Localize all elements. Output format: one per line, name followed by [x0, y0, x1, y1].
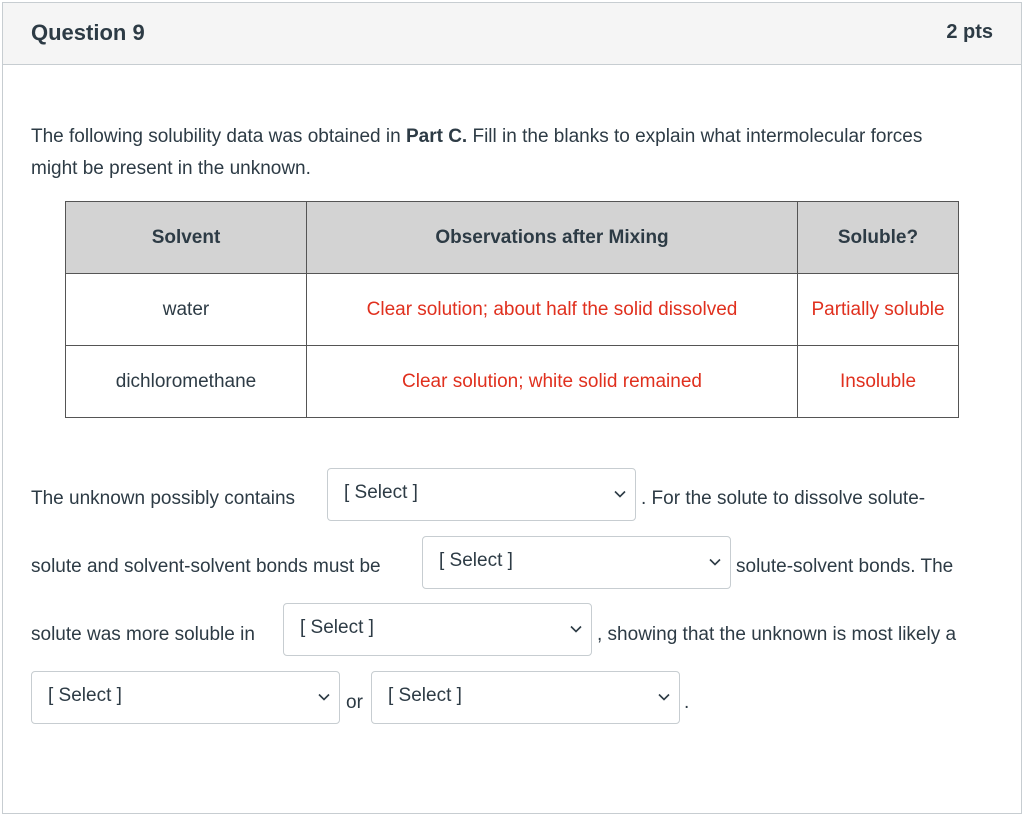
question-title: Question 9 [31, 20, 145, 45]
table-row [66, 346, 959, 418]
sentence-text: The unknown possibly contains [31, 488, 296, 509]
table-cell: dichloromethane [66, 346, 307, 418]
dropdown-select-1[interactable] [327, 468, 636, 521]
sentence-text: solute-solvent bonds. The [736, 556, 954, 577]
question-points: 2 pts [946, 21, 993, 43]
dropdown-select-4[interactable] [31, 671, 340, 724]
table-cell: Clear solution; about half the solid dissolved [307, 274, 798, 346]
dropdown-value: [ Select ] [388, 685, 462, 706]
dropdown-select-3[interactable] [283, 603, 592, 656]
intro-bold: Part C. [405, 126, 468, 147]
dropdown-select-2[interactable] [422, 536, 731, 589]
table-cell: water [66, 274, 307, 346]
chevron-down-icon [317, 690, 331, 704]
chevron-down-icon [657, 690, 671, 704]
question-card [2, 2, 1022, 814]
table-header-row [66, 202, 959, 274]
question-intro [31, 121, 971, 185]
dropdown-value: [ Select ] [300, 617, 374, 638]
question-header [3, 3, 1021, 65]
intro-text: The following solubility data was obtained in [31, 126, 406, 147]
table-header: Soluble? [798, 202, 959, 274]
table-cell: Partially soluble [798, 274, 959, 346]
sentence-text: or [346, 692, 363, 713]
dropdown-value: [ Select ] [439, 550, 513, 571]
table-cell: Clear solution; white solid remained [307, 346, 798, 418]
sentence-text: , showing that the unknown is most likely a [597, 624, 957, 645]
sentence-text: . [684, 692, 690, 713]
solubility-table [65, 201, 959, 418]
table-row [66, 274, 959, 346]
chevron-down-icon [613, 487, 627, 501]
intro-text-2: Fill in the blanks to explain what intermolecular forces might be present in the unknown. [31, 126, 923, 179]
table-header: Solvent [66, 202, 307, 274]
sentence-text: solute and solvent-solvent bonds must be [31, 556, 381, 577]
chevron-down-icon [708, 555, 722, 569]
table-header: Observations after Mixing [307, 202, 798, 274]
sentence-text: solute was more soluble in [31, 624, 255, 645]
chevron-down-icon [569, 622, 583, 636]
dropdown-select-5[interactable] [371, 671, 680, 724]
dropdown-value: [ Select ] [48, 685, 122, 706]
table-cell: Insoluble [798, 346, 959, 418]
dropdown-value: [ Select ] [344, 482, 418, 503]
sentence-text: . For the solute to dissolve solute- [641, 488, 926, 509]
